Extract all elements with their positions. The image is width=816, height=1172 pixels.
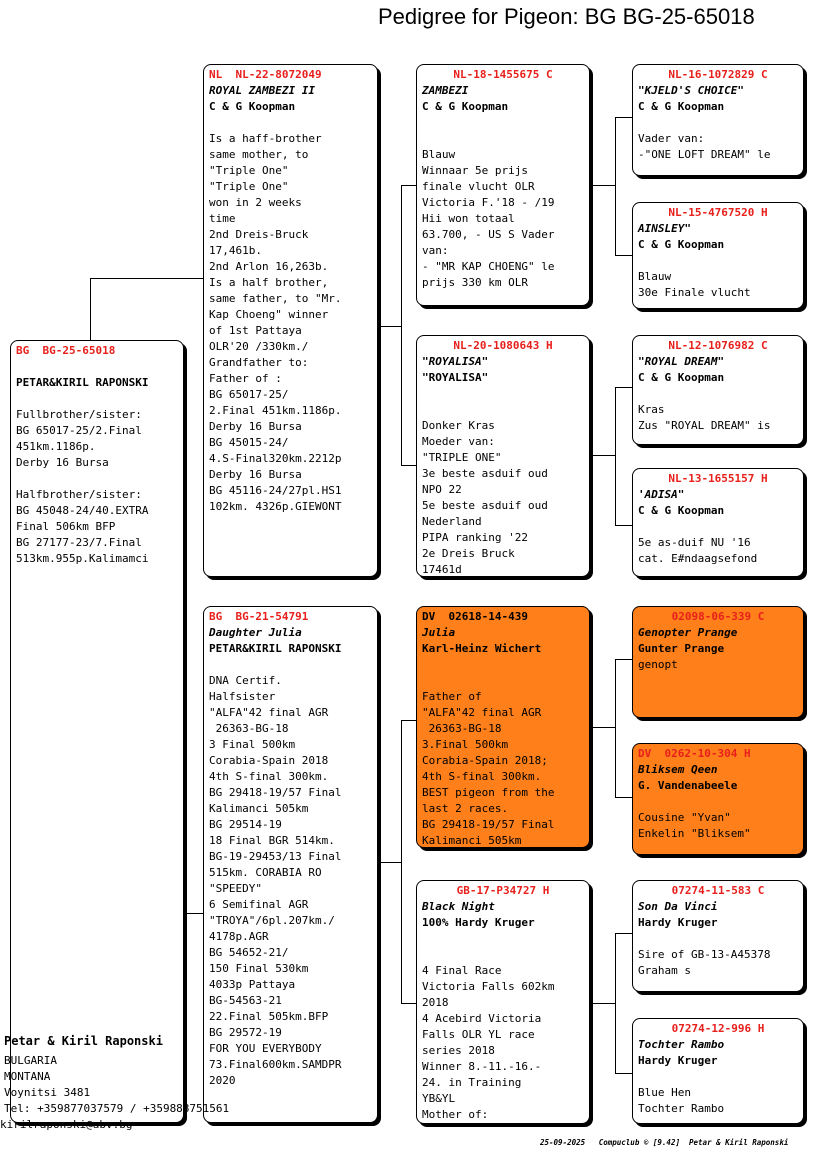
pigeon-name: AINSLEY" [638, 222, 691, 235]
pigeon-card-sire-sire-sire[interactable] [632, 64, 804, 176]
pigeon-notes: Donker Kras Moeder van: "TRIPLE ONE" 3e beste asduif oud NPO 22 5e beste asduif oud Nederland PIPA ranking '22 2e Dreis Bruck 17461d [422, 419, 548, 576]
ring-number: BG BG-21-54791 [209, 610, 309, 623]
pigeon-name: ZAMBEZI [422, 84, 469, 97]
pigeon-name: Son Da Vinci [638, 900, 718, 913]
pigeon-card-sire-dam[interactable] [416, 335, 590, 577]
pigeon-owner: "ROYALISA" [422, 371, 489, 384]
pigeon-card-sire-dam-sire[interactable] [632, 335, 804, 445]
ring-number: NL-20-1080643 H [453, 339, 553, 352]
breeder-address: Voynitsi 3481 [4, 1086, 91, 1099]
connector-line [401, 465, 417, 466]
pigeon-notes: Sire of GB-13-A45378 Graham s [638, 948, 771, 977]
pigeon-name: "ROYAL DREAM" [638, 355, 725, 368]
connector-line [378, 326, 401, 327]
breeder-info [0, 1033, 230, 1133]
pigeon-card-sire-sire-dam[interactable] [632, 202, 804, 309]
connector-line [615, 933, 632, 934]
pigeon-notes: Fullbrother/sister: BG 65017-25/2.Final 451km.1186p. Derby 16 Bursa Halfbrother/sister: BG 45048-24/40.EXTRA Final 506km BFP BG 27177-23/7.Final 513km.955p.Kalimamci [16, 408, 149, 565]
pigeon-card-dam[interactable] [203, 606, 378, 1123]
connector-line [90, 278, 91, 340]
pigeon-owner: C & G Koopman [638, 100, 725, 113]
breeder-phone: Tel: +359877037579 / +359888751561 [4, 1102, 230, 1115]
pigeon-card-dam-dam-dam[interactable] [632, 1018, 804, 1124]
breeder-country: BULGARIA [4, 1054, 57, 1067]
ring-number: 07274-12-996 H [671, 1022, 765, 1035]
pigeon-owner: C & G Koopman [422, 100, 509, 113]
ring-number: GB-17-P34727 H [456, 884, 550, 897]
connector-line [615, 387, 616, 525]
connector-line [590, 1003, 615, 1004]
connector-line [401, 1003, 417, 1004]
pigeon-name: Tochter Rambo [638, 1038, 725, 1051]
pigeon-name: Black Night [422, 900, 495, 913]
pigeon-card-sire-sire[interactable] [416, 64, 590, 306]
breeder-name: Petar & Kiril Raponski [4, 1034, 163, 1048]
pigeon-notes: Kras Zus "ROYAL DREAM" is [638, 403, 771, 432]
ring-number: 02098-06-339 C [671, 610, 765, 623]
ring-number: NL NL-22-8072049 [209, 68, 322, 81]
ring-number: NL-15-4767520 H [668, 206, 768, 219]
connector-line [378, 862, 401, 863]
connector-line [401, 720, 417, 721]
connector-line [615, 117, 616, 255]
pigeon-card-dam-dam-sire[interactable] [632, 880, 804, 992]
pigeon-owner: Hardy Kruger [638, 1054, 718, 1067]
pigeon-notes: DNA Certif. Halfsister "ALFA"42 final AGR 26363-BG-18 3 Final 500km Corabia-Spain 2018 4th S-final 300km. BG 29418-19/57 Final Kalimanci 505km BG 29514-19 18 Final BGR 514km. BG-19-29453/13 Final 515km. CORABIA RO "SPEEDY" 6 Semifinal AGR "TROYA"/6pl.207km./ 4178p.AGR BG 54652-21/ 150 Final 530km 4033p Pattaya BG-54563-21 22.Final 505km.BFP BG 29572-19 FOR YOU EVERYBODY 73.Final600km.SAMDPR 2020 [209, 674, 342, 1087]
pigeon-card-main[interactable] [10, 340, 184, 1123]
connector-line [615, 525, 632, 526]
pigeon-name: Bliksem Qeen [638, 763, 718, 776]
connector-line [615, 1073, 632, 1074]
breeder-email[interactable]: kirilraponski@abv.bg [0, 1118, 133, 1131]
connector-line [401, 720, 402, 1003]
pigeon-name: "ROYALISA" [422, 355, 489, 368]
pigeon-notes: Is a haff-brother same mother, to "Triple One" "Triple One" won in 2 weeks time 2nd Dreis-Bruck 17,461b. 2nd Arlon 16,263b. Is a half brother, same father, to "Mr. Kap Choeng" winner of 1st Pattaya OLR'20 /330km./ Grandfather to: Father of : BG 65017-25/ 2.Final 451km.1186p. Derby 16 Bursa BG 45015-24/ 4.S-Final320km.2212p Derby 16 Bursa BG 45116-24/27pl.HS1 102km. 4326p.GIEWONT [209, 132, 342, 513]
pigeon-notes: 5e as-duif NU '16 cat. E#ndaagsefond [638, 536, 758, 565]
page-title: Pedigree for Pigeon: BG BG-25-65018 [378, 4, 755, 29]
pigeon-name: ROYAL ZAMBEZI II [209, 84, 315, 97]
ring-number: NL-12-1076982 C [668, 339, 768, 352]
pigeon-card-sire[interactable] [203, 64, 378, 577]
footer-credits: 25-09-2025 Compuclub © [9.42] Petar & Kiril Raponski [540, 1138, 789, 1147]
pigeon-notes: genopt [638, 658, 678, 671]
ring-number: DV 02618-14-439 [422, 610, 528, 623]
connector-line [590, 185, 615, 186]
pigeon-owner: PETAR&KIRIL RAPONSKI [16, 376, 149, 389]
breeder-region: MONTANA [4, 1070, 51, 1083]
connector-line [590, 455, 615, 456]
pigeon-notes: Vader van: -"ONE LOFT DREAM" le [638, 132, 771, 161]
connector-line [615, 117, 632, 118]
pigeon-owner: Hardy Kruger [638, 916, 718, 929]
pigeon-notes: Blauw Winnaar 5e prijs finale vlucht OLR Victoria F.'18 - /19 Hii won totaal 63.700, - US S Vader van: - "MR KAP CHOENG" le prijs 330 km OLR [422, 148, 555, 289]
connector-line [615, 387, 632, 388]
pigeon-owner: Gunter Prange [638, 642, 725, 655]
pigeon-owner: C & G Koopman [638, 504, 725, 517]
ring-number: NL-18-1455675 C [453, 68, 553, 81]
pigeon-card-dam-sire[interactable] [416, 606, 590, 848]
ring-number: 07274-11-583 C [671, 884, 765, 897]
connector-line [90, 278, 204, 279]
pigeon-notes: Cousine "Yvan" Enkelin "Bliksem" [638, 811, 751, 840]
pigeon-name: Daughter Julia [209, 626, 302, 639]
pigeon-notes: Father of "ALFA"42 final AGR 26363-BG-18 3.Final 500km Corabia-Spain 2018; 4th S-final 300km. BEST pigeon from the last 2 races. BG 29418-19/57 Final Kalimanci 505km [422, 690, 555, 847]
pigeon-owner: G. Vandenabeele [638, 779, 738, 792]
pigeon-name: "KJELD'S CHOICE" [638, 84, 744, 97]
pigeon-owner: C & G Koopman [638, 238, 725, 251]
pigeon-name [16, 359, 178, 375]
pigeon-owner: C & G Koopman [638, 371, 725, 384]
pigeon-owner: 100% Hardy Kruger [422, 916, 535, 929]
ring-number: NL-16-1072829 C [668, 68, 768, 81]
connector-line [590, 727, 615, 728]
connector-line [615, 797, 632, 798]
connector-line [401, 185, 402, 465]
pigeon-notes: Blue Hen Tochter Rambo [638, 1086, 725, 1115]
pigeon-card-dam-sire-sire[interactable] [632, 606, 804, 718]
pigeon-name: Julia [422, 626, 456, 639]
ring-number: DV 0262-10-304 H [638, 747, 751, 760]
pigeon-name: 'ADISA" [638, 488, 685, 501]
connector-line [615, 933, 616, 1073]
connector-line [615, 659, 616, 797]
pigeon-notes: Blauw 30e Finale vlucht [638, 270, 751, 299]
pigeon-name: Genopter Prange [638, 626, 738, 639]
pigeon-owner: Karl-Heinz Wichert [422, 642, 542, 655]
connector-line [615, 255, 632, 256]
ring-number: NL-13-1655157 H [668, 472, 768, 485]
ring-number: BG BG-25-65018 [16, 344, 116, 357]
pigeon-notes: 4 Final Race Victoria Falls 602km 2018 4 Acebird Victoria Falls OLR YL race series 2018 Winner 8.-11.-16.- 24. in Training YB&YL Mother of: [422, 964, 555, 1121]
connector-line [401, 185, 417, 186]
connector-line [615, 659, 632, 660]
pigeon-owner: PETAR&KIRIL RAPONSKI [209, 642, 342, 655]
pigeon-card-sire-dam-dam[interactable] [632, 468, 804, 577]
pigeon-card-dam-dam[interactable] [416, 880, 590, 1124]
pigeon-owner: C & G Koopman [209, 100, 296, 113]
pigeon-card-dam-sire-dam[interactable] [632, 743, 804, 855]
